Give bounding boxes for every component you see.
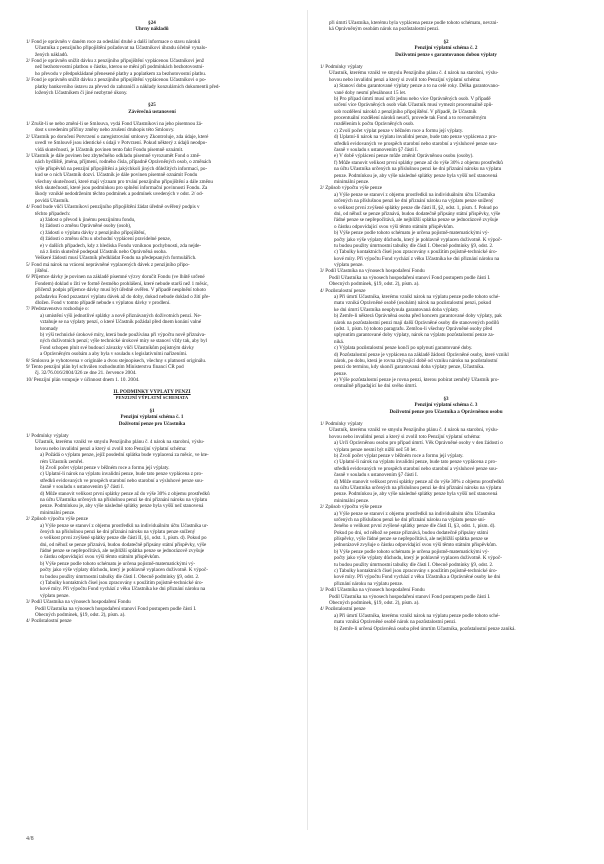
section-heading: Penzijní výplatní schéma č. 3 xyxy=(414,402,478,409)
section-heading: Závěrečná ustanovení xyxy=(128,108,176,115)
text-line: b) Výše penze podle tohoto schématu je určena pojistně-matematickými vý- xyxy=(40,560,196,567)
text-line: nárok na pozůstalostní penzi mají další Oprávněné osoby dle stanovených podílů xyxy=(334,319,499,326)
text-line: d) žádosti o změnu účtu u obchodní vyplácení pravidelné penze, xyxy=(40,236,171,243)
text-line: středků evidovaných ve prospěch starobní nebo starobní a výsluhové penze sou- xyxy=(334,465,498,472)
text-line: b) Výše penze podle tohoto schématu je určena pojistně-matematickými vý- xyxy=(334,548,490,555)
text-line: Pokud po dni, od něhož se penze přiznává, budou dodatečně připsány státní xyxy=(334,529,489,536)
text-line: jednorázově zvyšuje o částku odpovídající svou výší těmto státním příspěvkům. xyxy=(334,542,497,549)
text-line: ných doživotních penzí; výše technické úrokové míry se stanoví vždy tak, aby byl xyxy=(40,338,208,345)
text-line: hromady xyxy=(40,325,59,332)
text-line: 3/ Podíl Účastníka na výnosech hospodaření Fondu xyxy=(320,268,425,275)
text-line: minimální penze. xyxy=(334,497,370,504)
text-line: 1/ Zrušit-li se nebo změní-li se Smlouva, vydá Fond Účastníkovi na jeho písemnou žá- xyxy=(26,121,203,128)
text-line: minimální penze. xyxy=(40,509,76,516)
text-line: vané doby nesmí přesáhnout 15 let. xyxy=(334,89,407,96)
text-line: počty jako výše výplaty důchodu, který je pohlavně vyplacen doživotně. K výpoč- xyxy=(334,555,502,562)
text-line: b) Zvolí počet výplat penze v běžném roce a formu její výplaty. xyxy=(334,453,464,459)
text-line: přiznání nároku na výplatu penze. xyxy=(334,580,404,587)
section-heading: II. PODMÍNKY VÝPLATY PENZÍ xyxy=(113,389,191,396)
text-line: ložených Účastníkem či jiné nezbytné úkony. xyxy=(35,89,128,96)
text-line: počty jako výše výplaty důchodu, který je pohlavně vyplacen doživotně. K výpoč- xyxy=(40,567,208,574)
text-line: počty jako výše výplaty důchodu, který je pohlavně vyplacen doživotně. K výpoč- xyxy=(334,236,502,243)
text-line: rozdělením k počtu Oprávněných osob. xyxy=(334,121,415,128)
text-line: b) žádosti o změnu Oprávněné osoby (osob), xyxy=(40,223,132,230)
text-line: 10/ Penzijní plán vstupuje v účinnost dnem 1. 10. 2004. xyxy=(26,376,140,383)
text-line: minimální penze. xyxy=(334,178,370,185)
text-line: Podíl Účastníka na výnosech hospodaření stanoví Fond postupem podle části I. xyxy=(35,605,197,612)
text-line: 1/ Podmínky výplaty xyxy=(26,433,69,440)
text-line: čj. 32/76.016/2004/326 ze dne 21. července 2004. xyxy=(35,370,137,377)
text-line: ná z listin skutečně podepsal Účastník nebo Oprávněná osoba. xyxy=(40,248,167,255)
text-line: středků evidovaných ve prospěch starobní nebo starobní a výsluhové penze sou- xyxy=(40,477,204,484)
text-line: 2/ Způsob výpočtu výše penze xyxy=(320,185,382,192)
text-line: d) Pozůstalostní penze je vyplácena na základě žádosti Oprávněné osoby, které vznikl xyxy=(334,351,509,358)
text-line: Obecných podmínek, §19, odst. 2), písm. a). xyxy=(329,281,420,288)
text-line: dost s uvedením příčiny změny nebo zrušení druhopis této Smlouvy. xyxy=(35,127,175,134)
text-line: 7/ Představenstvo rozhoduje o: xyxy=(26,306,89,313)
text-line: vídá skutečnosti, je Účastník povinen tento fakt Fondu písemně oznámit. xyxy=(35,146,184,153)
text-line: c) Uplatní-li nárok na výplatu invalidní penze, bude tato penze vyplácena z pro- xyxy=(334,459,497,466)
text-line: výplatu penze nesmí být nižší než 50 let. xyxy=(334,446,417,453)
text-line: při úmrtí Účastníka, kterému byla vyplácena penze podle tohoto schématu, nevzni- xyxy=(329,20,499,26)
text-line: c) Tabulky kontaktních čísel jsou zpracovány s použitím pojistně-technické úro- xyxy=(334,249,498,256)
section-heading: §24 xyxy=(148,20,156,26)
page-number: 4/8 xyxy=(26,836,34,842)
text-line: na účtu Účastníka určených na příslušnou penzi ke dni přiznání nároku na výplatu xyxy=(334,166,502,173)
text-line: Podíl Účastníka na výnosech hospodaření stanoví Fond postupem podle části I. xyxy=(329,593,491,600)
text-line: b) Výše penze podle tohoto schématu je určena pojistně-matematickými vý- xyxy=(334,230,490,237)
text-line: Podíl Účastníka na výnosech hospodaření stanoví Fond postupem podle části I. xyxy=(329,274,491,281)
text-line: penzi do termínu, kdy skončí garantovaná doba výplaty penze, Účastníka. xyxy=(334,364,485,371)
text-line: 4/ Pozůstalostní penze xyxy=(26,618,72,625)
section-heading: §3 xyxy=(443,395,449,402)
text-line: dložen. Fond v tomto případě nebude s výplatou dávky v prodlení. xyxy=(35,300,171,307)
text-line: f) Může stanovit velikost první splátky penze až do výše 30% z objemu prostředků xyxy=(334,159,503,166)
text-line: b) Zemře-li některá Oprávněná osoba před koncem garantované doby výplaty, pak xyxy=(334,313,502,320)
section-heading: Doživotní penze s garantovanou dobou výplaty xyxy=(395,51,497,58)
text-line: c) Tabulky kontaktních čísel jsou zpracovány s použitím pojistně-technické úro- xyxy=(40,580,204,587)
text-line: nárok, po dobu, která je rovna zbývající době od vzniku nároku na pozůstalostní xyxy=(334,357,498,364)
text-line: b) Zvolí počet výplat penze v běžném roce a formu její výplaty. xyxy=(40,465,170,471)
text-line: a) Výše penze se stanoví z objemu prostředků na individuálním účtu Účastníka xyxy=(334,510,496,517)
text-line: řádné penze se nepřepočítává, ale nejbližší splátka penze se jednorázově zvyšuje xyxy=(334,217,499,224)
text-line: tu budou použity úmrtnostní tabulky dle části I. Obecně podmínky §9, odst. 2. xyxy=(334,242,494,249)
text-line: výplatu penze. xyxy=(334,262,364,269)
section-heading: Penzijní výplatní schéma č. 1 xyxy=(120,414,184,421)
text-line: povídá Účastník. xyxy=(35,197,70,204)
text-line: platky bankovního ústavu za převod do zahraničí a náklady konzulárních dokumentů před- xyxy=(35,83,221,90)
text-line: dni, od něhož se penze přiznává, budou dodatečně připsány státní příspěvky, výše xyxy=(40,541,207,548)
text-line: kové míry. Při výpočtu Fond vychází z věku Účastníka a Oprávněné osoby ke dni xyxy=(334,574,501,581)
text-line: penze. Podmínkou je, aby výše následné splátky penze byla vyšší než stanovená xyxy=(40,503,204,510)
text-line: 6/ Příjemce dávky je povinen na základě písemné výzvy doručit Fondu (ve lhůtě určené xyxy=(26,274,205,281)
text-line: e) V době výplácení penze může změnit Oprávněnou osobu (osoby). xyxy=(334,153,474,160)
text-line: kud se o nich Účastník dozví. Účastník je dále povinen písemně oznámit Fondu xyxy=(35,172,198,179)
text-line: nách bydliště, jména, příjmení, rodného čísla, případně Oprávněných osob, o změnách xyxy=(35,159,212,166)
text-line: a) Stanoví dobu garantované výplaty penze a to na celé roky. Délka garantovano- xyxy=(334,83,500,90)
text-line: rém Účastník zemřel. xyxy=(40,458,84,465)
text-line: a) žádost o převod k jinému penzijnímu fondu, xyxy=(40,216,136,223)
text-line: a) Při úmrtí Účastníka, kterému vznikl nárok na výplatu penze podle tohoto sché- xyxy=(334,612,500,619)
text-line: d) Může stanovit velikost první splátky penze až do výše 30% z objemu prostředků xyxy=(334,478,504,485)
text-line: penze. Podmínkou je, aby výše následné splátky penze byla vyšší než stanovená xyxy=(334,491,498,498)
text-line: ženého o velikost první zvýšené splátky penze dle části II, §3, odst. 1, písm. d). xyxy=(334,523,496,530)
text-line: d) Může stanovit velikost první splátky penze až do výše 30% z objemu prostředků xyxy=(40,490,210,497)
text-line: 4/ Pozůstalostní penze xyxy=(320,606,366,613)
text-line: časně v souladu s ustanovením §7 části I. xyxy=(40,484,125,491)
text-line: středků evidovaných ve prospěch starobní nebo starobní a výsluhové penze sou- xyxy=(334,140,498,147)
text-line: a) Určí Oprávněnou osobu pro případ úmrtí. Věk Oprávněné osoby v den žádosti o xyxy=(334,440,503,447)
text-line: čených na příslušnou penzi ke dni přiznání nároku na výplatu penze snížený xyxy=(40,528,196,535)
text-line: Účastník, kterému vznikl ve smyslu Penzijního plánu č. 4 nárok na starobní, výslu- xyxy=(329,70,499,77)
text-line: 1/ Podmínky výplaty xyxy=(320,421,363,428)
text-line: všechny skutečnosti, které mají význam pro trvání penzijního připojištění a dále změnu xyxy=(35,178,213,185)
text-line: kové míry. Při výpočtu Fond vychází z věku Účastníka ke dni přiznání nároku na xyxy=(334,255,500,262)
text-line: jištění. xyxy=(35,268,49,275)
text-line: c) žádosti o výplatu dávky z penzijního připojištění, xyxy=(40,229,146,236)
text-line: než bezhotovostní platbou o částku, kterou se mění při podmínkách bezhotovostní- xyxy=(35,64,205,71)
section-heading: Penzijní výplatní schéma č. 2 xyxy=(414,45,478,52)
text-line: sob rozdělení nároků z penzijního připojištění. V případě, že Účastník xyxy=(334,108,477,115)
text-line: a) Při úmrtí Účastníka, kterému vznikl nárok na výplatu penze podle tohoto sché- xyxy=(334,294,500,301)
text-line: 4/ Pozůstalostní penze xyxy=(320,287,366,294)
text-line: Obecných podmínek, §19, odst. 2), písm. a). xyxy=(329,599,420,606)
text-line: penze. Podmínkou je, aby výše následné splátky penze byla vyšší než stanovená xyxy=(334,172,498,179)
text-line: a) umístění výši jednotlivé splátky a nově přiznávaných doživotních penzí. Ne- xyxy=(40,312,202,319)
text-line: kové míry. Při výpočtu Fond vychází z věku Účastníka ke dni přiznání nároku na xyxy=(40,586,206,593)
text-line: Fond schopen plnit své budoucí závazky vůči Účastníkům pojistným dávky xyxy=(40,344,195,351)
text-line: těchto případech: xyxy=(35,210,71,217)
text-line: Účastníka z penzijního připojištění požadovat na Účastníkovi úhradu účelně vynalo- xyxy=(35,45,208,52)
text-line: požadavku Fond pozastaví výplatu dávek až do doby, dokud nebude doklad o žití pře- xyxy=(35,293,211,300)
section-heading: Doživotní penze pro Účastníka a Oprávněnou osobu xyxy=(389,408,503,415)
text-line: uvedl ve Smlouvě jsou identické s údaji v Potvrzení. Pokud některý z údajů neodpo- xyxy=(35,140,208,147)
text-line: niká. xyxy=(334,338,345,345)
text-line: c) Zvolí počet výplat penze v běžném roce a formu její výplaty. xyxy=(334,127,464,134)
text-line: určených na příslušnou penzi ke dni přiznání nároku na výplatu penze snížený xyxy=(334,198,494,205)
text-line: c) Tabulky kontaktních čísel jsou zpracovány s použitím pojistně-technické úro- xyxy=(334,568,498,575)
text-line: o částku odpovídající svou výší těmto státním příspěvkům. xyxy=(40,554,160,561)
text-line: o částku odpovídající svou výší těmto státním příspěvkům. xyxy=(334,223,454,230)
text-line: Účastník, kterému vznikl ve smyslu Penzijního plánu č. 4 nárok na starobní, výslu- xyxy=(35,439,205,446)
text-line: 3/ Účastník je dále povinen bez zbytečného odkladu písemně vyrozumět Fond o změ- xyxy=(26,153,201,160)
left-column xyxy=(26,20,278,625)
text-line: 3/ Podíl Účastníka na výnosech hospodaření Fondu xyxy=(320,587,425,594)
text-line: 2/ Účastník po doručení Potvrzení o zaregistrování smlouvy Zkontroluje, zda údaje, které xyxy=(26,133,209,140)
text-line: c) Uplatní-li nárok na výplatu invalidní penze, bude tato penze vyplácena z pro- xyxy=(40,471,203,478)
text-line: o velikost první zvýšené splátky penze dle části II, §2, odst. 1, písm. f. Pokud po xyxy=(334,204,498,211)
text-line: 2/ Způsob výpočtu výše penze xyxy=(26,516,88,523)
text-line: 2/ Fond je oprávněn snížit dávku z penzijního připojištění vyplácenou Účastníkovi jenž xyxy=(26,57,205,64)
text-line: žených nákladů. xyxy=(35,51,69,58)
text-line: uplynutím garantované doby výplaty, nárok na výplatu pozůstalostní penze za- xyxy=(334,332,495,339)
text-line: 8/ Smlouva je vyhotovena v originále a dvou stejnopisech, všechny s platností originálu. xyxy=(26,357,207,364)
text-line: 3/ Podíl Účastníka na výnosech hospodaření Fondu xyxy=(26,599,131,606)
text-line: 3/ Fond je oprávněn snížit dávku z penzijního připojištění vyplácenou Účastníkovi o po- xyxy=(26,77,207,84)
text-line: hovou nebo invalidní penzi a který si zvolil toto Penzijní výplatní schéma: xyxy=(329,433,481,440)
text-line: časně v souladu s ustanovením §7 části I. xyxy=(334,147,419,154)
text-line: časně v souladu s ustanovením §7 části I. xyxy=(334,472,419,479)
text-line: c) Výplata pozůstalostní penze končí po uplynutí garantované doby. xyxy=(334,345,473,352)
section-heading: PENZIJNÍ VÝPLATNÍ SCHEMATA xyxy=(115,395,189,401)
text-line: o velikost první zvýšené splátky penze dle části II, §1, odst. 1, písm. d). Pokud po xyxy=(40,535,207,542)
text-line: centuálně připadající ke dni svého úmrtí. xyxy=(334,383,418,390)
text-line: a) Výše penze se stanoví z objemu prostředků na individuálním účtu Účastníka xyxy=(334,191,496,198)
text-line: Fondem) doklad o žití ve formě čestného prohlášení, které nebude starší než 1 měsíc, xyxy=(35,280,209,287)
text-line: výše příspěvků na penzijní připojištění a jakýchkoli jiných důležitých informací, po- xyxy=(35,165,208,172)
text-line: těch skutečností, které jsou podmínkou pro splnění informační povinnosti Fondu. Za xyxy=(35,184,208,191)
text-line: procentuální rozdělení nároků neurčí, provede tak Fond a to rovnoměrným xyxy=(334,115,487,122)
text-line: na účtu Účastníka určených na příslušnou penzi ke dni přiznání nároku na výplatu xyxy=(40,496,208,503)
text-line: přičemž podpis příjemce dávky musí být úředně ověřen. V případě nesplnění tohoto xyxy=(35,287,206,294)
section-heading: §2 xyxy=(443,38,449,45)
text-line: ká Oprávněným osobám nárok na pozůstalostní penzi. xyxy=(329,26,440,33)
text-line: hovou nebo invalidní penzi a který si zvolil toto Penzijní výplatní schéma: xyxy=(35,445,187,452)
section-heading: §1 xyxy=(149,407,155,414)
text-line: b) Zemře-li určená Oprávněná osoba před úmrtím Účastníka, pozůstalostní penze zaniká. xyxy=(334,625,516,632)
text-line: (odst. 1, písm. b) tohoto paragrafu. Zemřou-li všechny Oprávněné osoby před xyxy=(334,325,493,332)
text-line: řádné penze se nepřepočítává, ale nejbližší splátka penze se jednorázově zvyšuje xyxy=(40,548,205,555)
text-line: vztahuje se na výplaty penzí, o které Účastník požádal před dnem konání valné xyxy=(40,319,202,326)
text-line: na účtu Účastníka určených na příslušnou penzi ke dni přiznání nároku na výplatu xyxy=(334,484,502,491)
text-line: b) Pro případ úmrtí musí určit jednu nebo více Oprávněných osob. V případě xyxy=(334,95,491,102)
text-line: hovou nebo invalidní penzi a který si zvolil toto Penzijní výplatní schéma: xyxy=(329,76,481,83)
section-heading: Úhrny nákladů xyxy=(135,26,169,33)
text-line: a) Výše penze se stanoví z objemu prostředků na individuálním účtu Účastníka ur- xyxy=(40,522,209,529)
text-line: tu budou použity úmrtnostní tabulky dle části I. Obecně podmínky §9, odst. 2. xyxy=(40,573,200,580)
text-line: 4/ Fond bude vůči Účastníkovi penzijního připojištění žádat úředně ověřený podpis v xyxy=(26,204,200,211)
text-line: Obecných podmínek, §19, odst. 2), písm. a). xyxy=(35,611,126,618)
text-line: d) Uplatní-li nárok na výplatu invalidní penze, bude tato penze vyplácena z pro- xyxy=(334,134,498,141)
text-line: 5/ Fond má nárok na vrácení neprávněné vyplacených dávek z penzijního připo- xyxy=(26,261,190,268)
text-line: a Oprávněným osobám a aby byla v souladu s legislativními nařízeními. xyxy=(40,351,188,358)
section-heading: §25 xyxy=(148,102,156,109)
section-heading: Doživotní penze pro Účastníka xyxy=(118,420,186,427)
text-line: a) Požádá o výplatu penze, jejíž posdední splátka bude vyplacená za měsíc, ve kte- xyxy=(40,452,209,459)
text-line: Veškeré žádosti musí Účastník předkládat Fondu na předepsaných formulářích. xyxy=(35,255,197,262)
text-line: 9/ Tento penzijní plán byl schválen rozhodnutím Ministerstva financí ČR pod xyxy=(26,363,184,370)
text-line: 2/ Způsob výpočtu výše penze xyxy=(320,504,382,511)
text-line: výplatu penze. xyxy=(40,592,70,599)
right-column xyxy=(320,20,572,632)
text-line: určení více Oprávněných osob však Účastník musí vymezit procentuálně způ- xyxy=(334,102,493,109)
text-line: penze. xyxy=(334,370,348,377)
text-line: 1/ Podmínky výplaty xyxy=(320,63,363,70)
text-line: ke dni úmrtí Účastníka neuplynula garantovaná doba výplaty. xyxy=(334,306,460,313)
text-line: matu vzniká Oprávněné osobě (osobám) nárok na pozůstalostní penzi, pokud xyxy=(334,300,492,307)
text-line: 1/ Fond je oprávněn v daném roce za odeslání druhé a další informace o stavu nároků xyxy=(26,38,201,45)
text-line: určených na příslušnou penzi ke dni přiznání nároku na výplatu penze sní- xyxy=(334,516,486,523)
text-line: škody vzniklé nedodržením těchto podmínek a podmínek uvedených v odst. 2/ od- xyxy=(35,191,204,198)
text-line: příspěvky, výše řádné penze se nepřepočítává, ale nejbližší splátka penze se xyxy=(334,536,489,543)
text-line: e) v dalších případech, kdy z hlediska Fondu vzniknou pochybnosti, zda nejde- xyxy=(40,242,202,249)
text-line: ho převodu v předpokládané přenesené platby a poplatkem za bezhotovostní platbu. xyxy=(35,70,207,77)
text-line: e) Výše pozůstalostní penze je rovna penzi, kterou pobírat zemřelý Účastník pro- xyxy=(334,377,500,384)
text-line: Účastník, kterému vznikl ve smyslu Penzijního plánu č. 4 nárok na starobní, výslu- xyxy=(329,427,499,434)
text-line: matu vzniká Oprávněné osobě nárok na pozůstalostní penzi. xyxy=(334,619,457,626)
text-line: tu budou použity úmrtnostní tabulky dle části I. Obecně podmínky §9, odst. 2. xyxy=(334,561,494,568)
text-line: dni, od něhož se penze přiznává, budou dodatečně připsány státní příspěvky, výše xyxy=(334,210,501,217)
text-line: b) výši technické úrokové míry, která bude používána při výpočtu nově přiznáva- xyxy=(40,331,206,338)
column-divider xyxy=(307,10,308,830)
